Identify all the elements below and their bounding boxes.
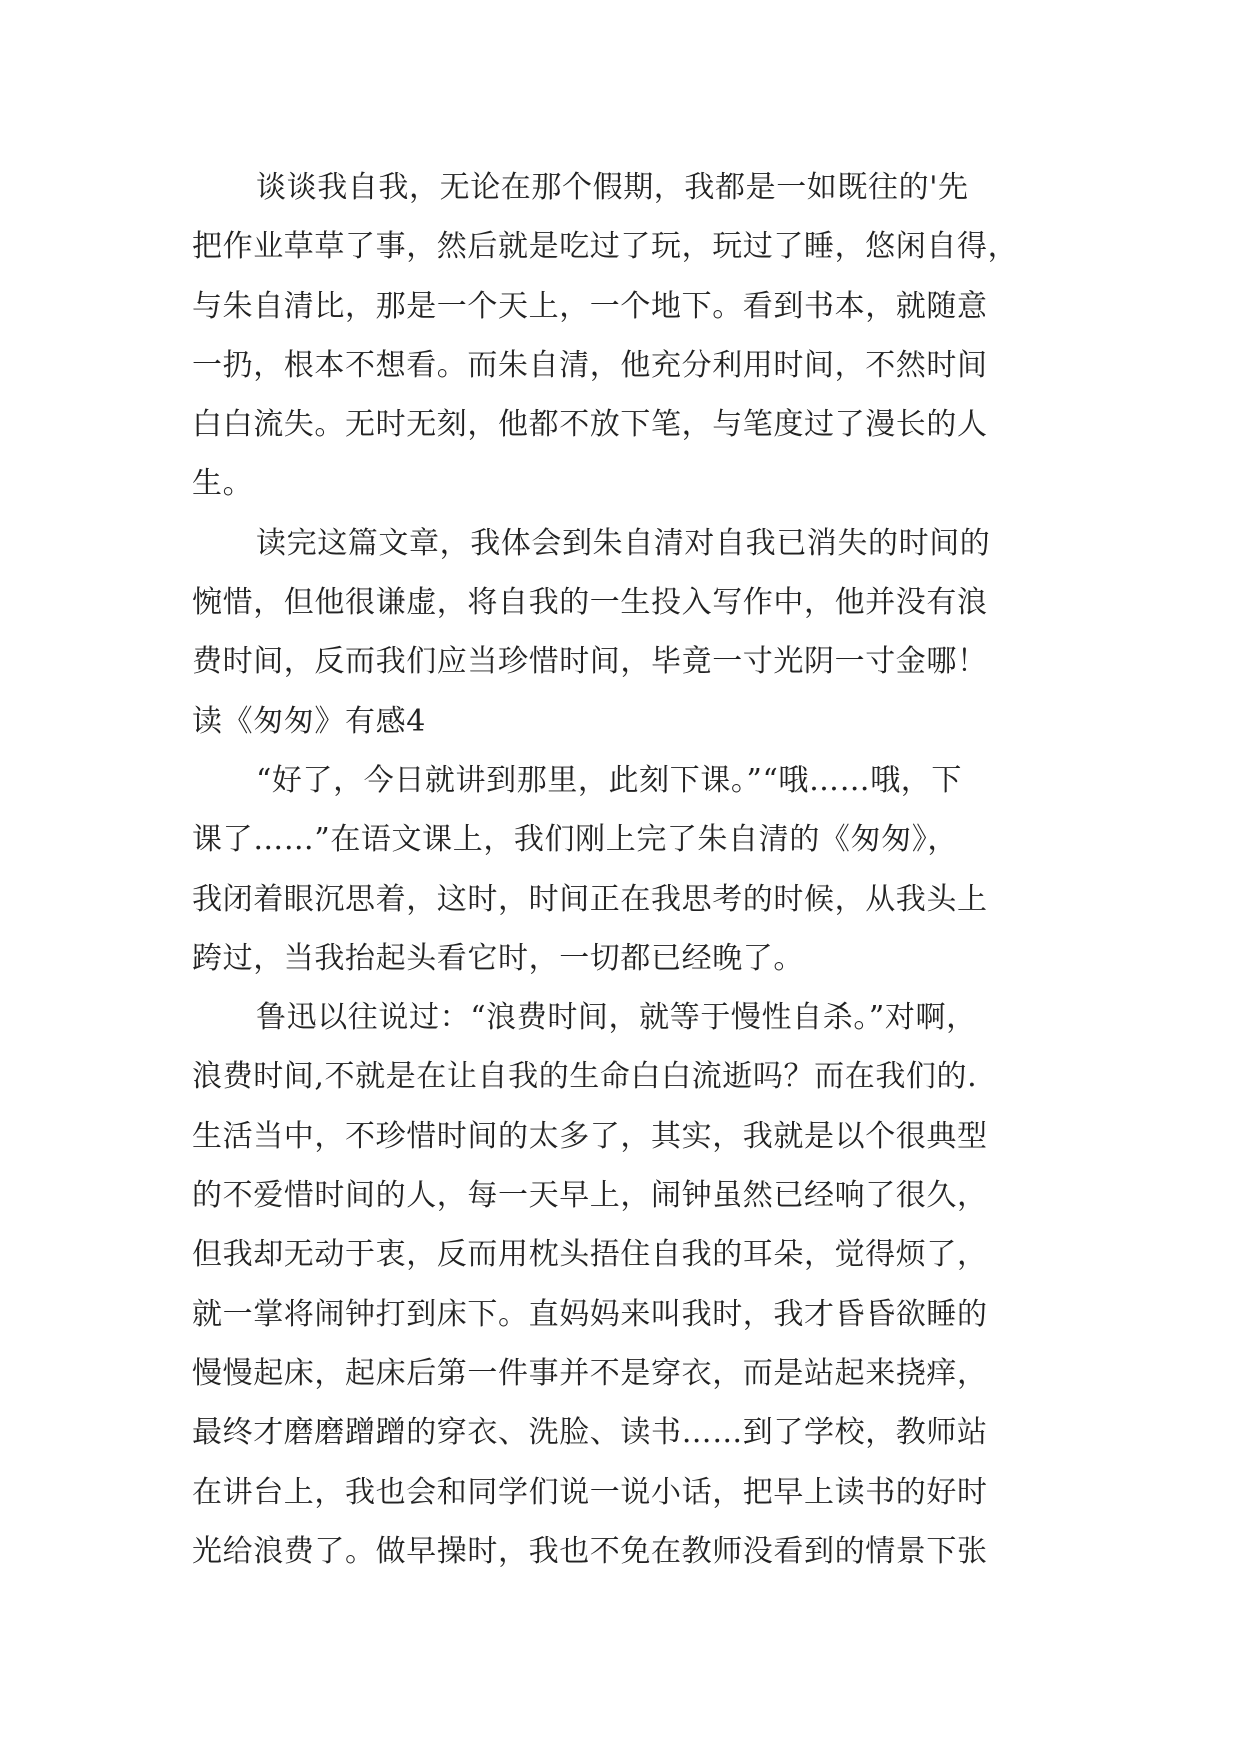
- text-line: 惋惜，但他很谦虚，将自我的一生投入写作中，他并没有浪: [192, 585, 988, 621]
- text-line: 生。: [192, 466, 254, 502]
- text-line: 课了……”在语文课上，我们刚上完了朱自清的《匆匆》，: [192, 822, 958, 858]
- text-line: 浪费时间,不就是在让自我的生命白白流逝吗？而在我们的.: [192, 1059, 978, 1095]
- section-heading: 读《匆匆》有感4: [192, 703, 426, 739]
- text-line: 但我却无动于衷，反而用枕头捂住自我的耳朵，觉得烦了，: [192, 1237, 988, 1273]
- text-line: 在讲台上，我也会和同学们说一说小话，把早上读书的好时: [192, 1474, 988, 1510]
- text-line: 最终才磨磨蹭蹭的穿衣、洗脸、读书……到了学校，教师站: [192, 1415, 988, 1451]
- text-line: 白白流失。无时无刻，他都不放下笔，与笔度过了漫长的人: [192, 407, 988, 443]
- text-line: 光给浪费了。做早操时，我也不免在教师没看到的情景下张: [192, 1533, 988, 1569]
- text-line: 跨过，当我抬起头看它时，一切都已经晚了。: [192, 940, 804, 976]
- text-line: 把作业草草了事，然后就是吃过了玩，玩过了睡，悠闲自得，: [192, 229, 1019, 265]
- text-line: 与朱自清比，那是一个天上，一个地下。看到书本，就随意: [192, 288, 988, 324]
- text-line: 费时间，反而我们应当珍惜时间，毕竟一寸光阴一寸金哪！: [192, 644, 988, 680]
- text-line: 鲁迅以往说过：“浪费时间，就等于慢性自杀。”对啊，: [256, 1000, 977, 1036]
- text-line: 的不爱惜时间的人，每一天早上，闹钟虽然已经响了很久，: [192, 1178, 988, 1214]
- text-line: 就一掌将闹钟打到床下。直妈妈来叫我时，我才昏昏欲睡的: [192, 1296, 988, 1332]
- text-line: 一扔，根本不想看。而朱自清，他充分利用时间，不然时间: [192, 347, 988, 383]
- text-line: 生活当中，不珍惜时间的太多了，其实，我就是以个很典型: [192, 1118, 988, 1154]
- text-line: 慢慢起床，起床后第一件事并不是穿衣，而是站起来挠痒，: [192, 1355, 988, 1391]
- document-body: [192, 158, 1072, 1581]
- text-line: 谈谈我自我，无论在那个假期，我都是一如既往的'先: [256, 170, 969, 205]
- text-line: 我闭着眼沉思着，这时，时间正在我思考的时候，从我头上: [192, 881, 988, 917]
- text-line: 读完这篇文章，我体会到朱自清对自我已消失的时间的: [256, 525, 991, 561]
- text-line: “好了，今日就讲到那里，此刻下课。”“哦……哦，下: [256, 762, 963, 798]
